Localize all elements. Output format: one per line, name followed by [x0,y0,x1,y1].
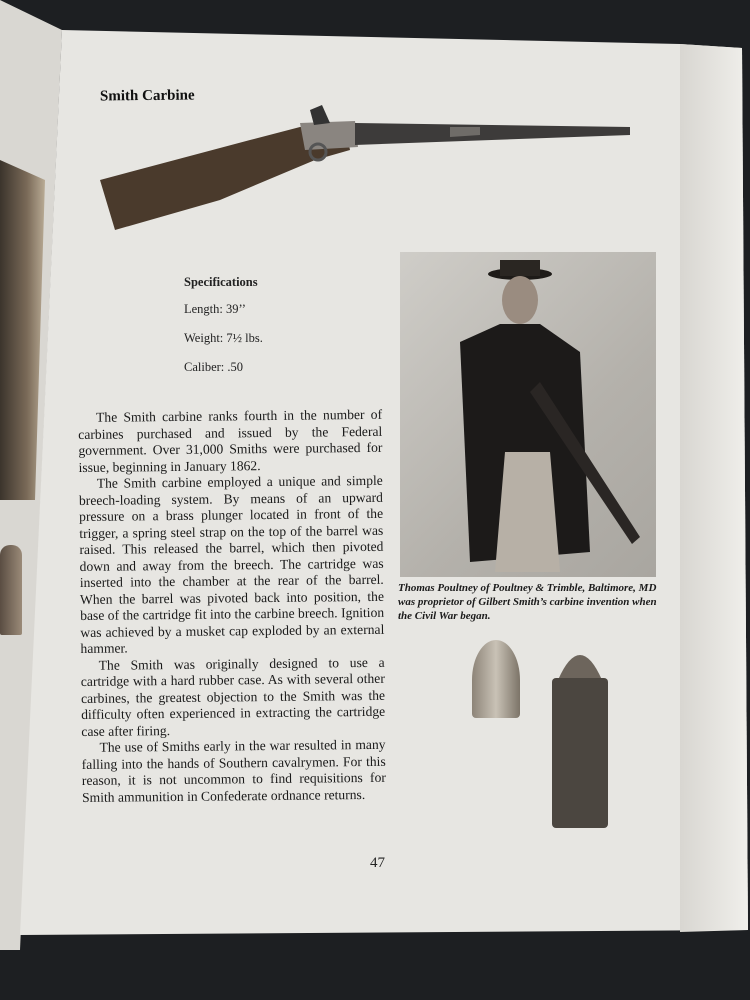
paragraph: The use of Smiths early in the war resulted in many falling into the hands of Southern cavalrymen. For this reason, it is not uncommon to find requisitions for Smith ammunition in Confederate ordnance returns. [81,736,386,805]
specifications [184,275,263,389]
bullet-illustration [472,640,520,718]
carbine-illustration [100,105,635,230]
portrait-photo [400,252,656,577]
cartridge-illustration [548,640,612,828]
specs-heading: Specifications [184,275,258,289]
page-number: 47 [370,855,385,871]
page-edge [680,44,748,932]
paragraph: The Smith carbine employed a unique and simple breech-loading system. By means of an upward pressure on a brass plunger located in front of the trigger, a spring steel strap on the top of the barrel was raised. This released the barrel, which then pivoted down and away from the breech. The cartridge was inserted into the chamber at the rear of the barrel. When the barrel was pivoted back into position, the base of the cartridge fit into the carbine breech. Ignition was achieved by a musket cap exploded by an external hammer. [78,472,385,656]
spec-length: Length: 39’’ [184,302,246,316]
page-title: Smith Carbine [99,87,195,105]
spec-weight: Weight: 7½ lbs. [184,331,263,345]
photo-caption: Thomas Poultney of Poultney & Trimble, Baltimore, MD was proprietor of Gilbert Smith’s carbine invention when the Civil War began. [398,582,657,622]
spec-caliber: Caliber: .50 [184,360,244,374]
paragraph: The Smith was originally designed to use a cartridge with a hard rubber case. As with several other carbines, the greatest objection to the Smith was the difficulty often experienced in extracting the cartridge case after firing. [80,654,386,739]
facing-page-bullet [0,545,22,635]
body-text [78,407,386,806]
paragraph: The Smith carbine ranks fourth in the number of carbines purchased and issued by the Federal government. Over 31,000 Smiths were purchased for issue, beginning in January 1862. [78,406,383,475]
